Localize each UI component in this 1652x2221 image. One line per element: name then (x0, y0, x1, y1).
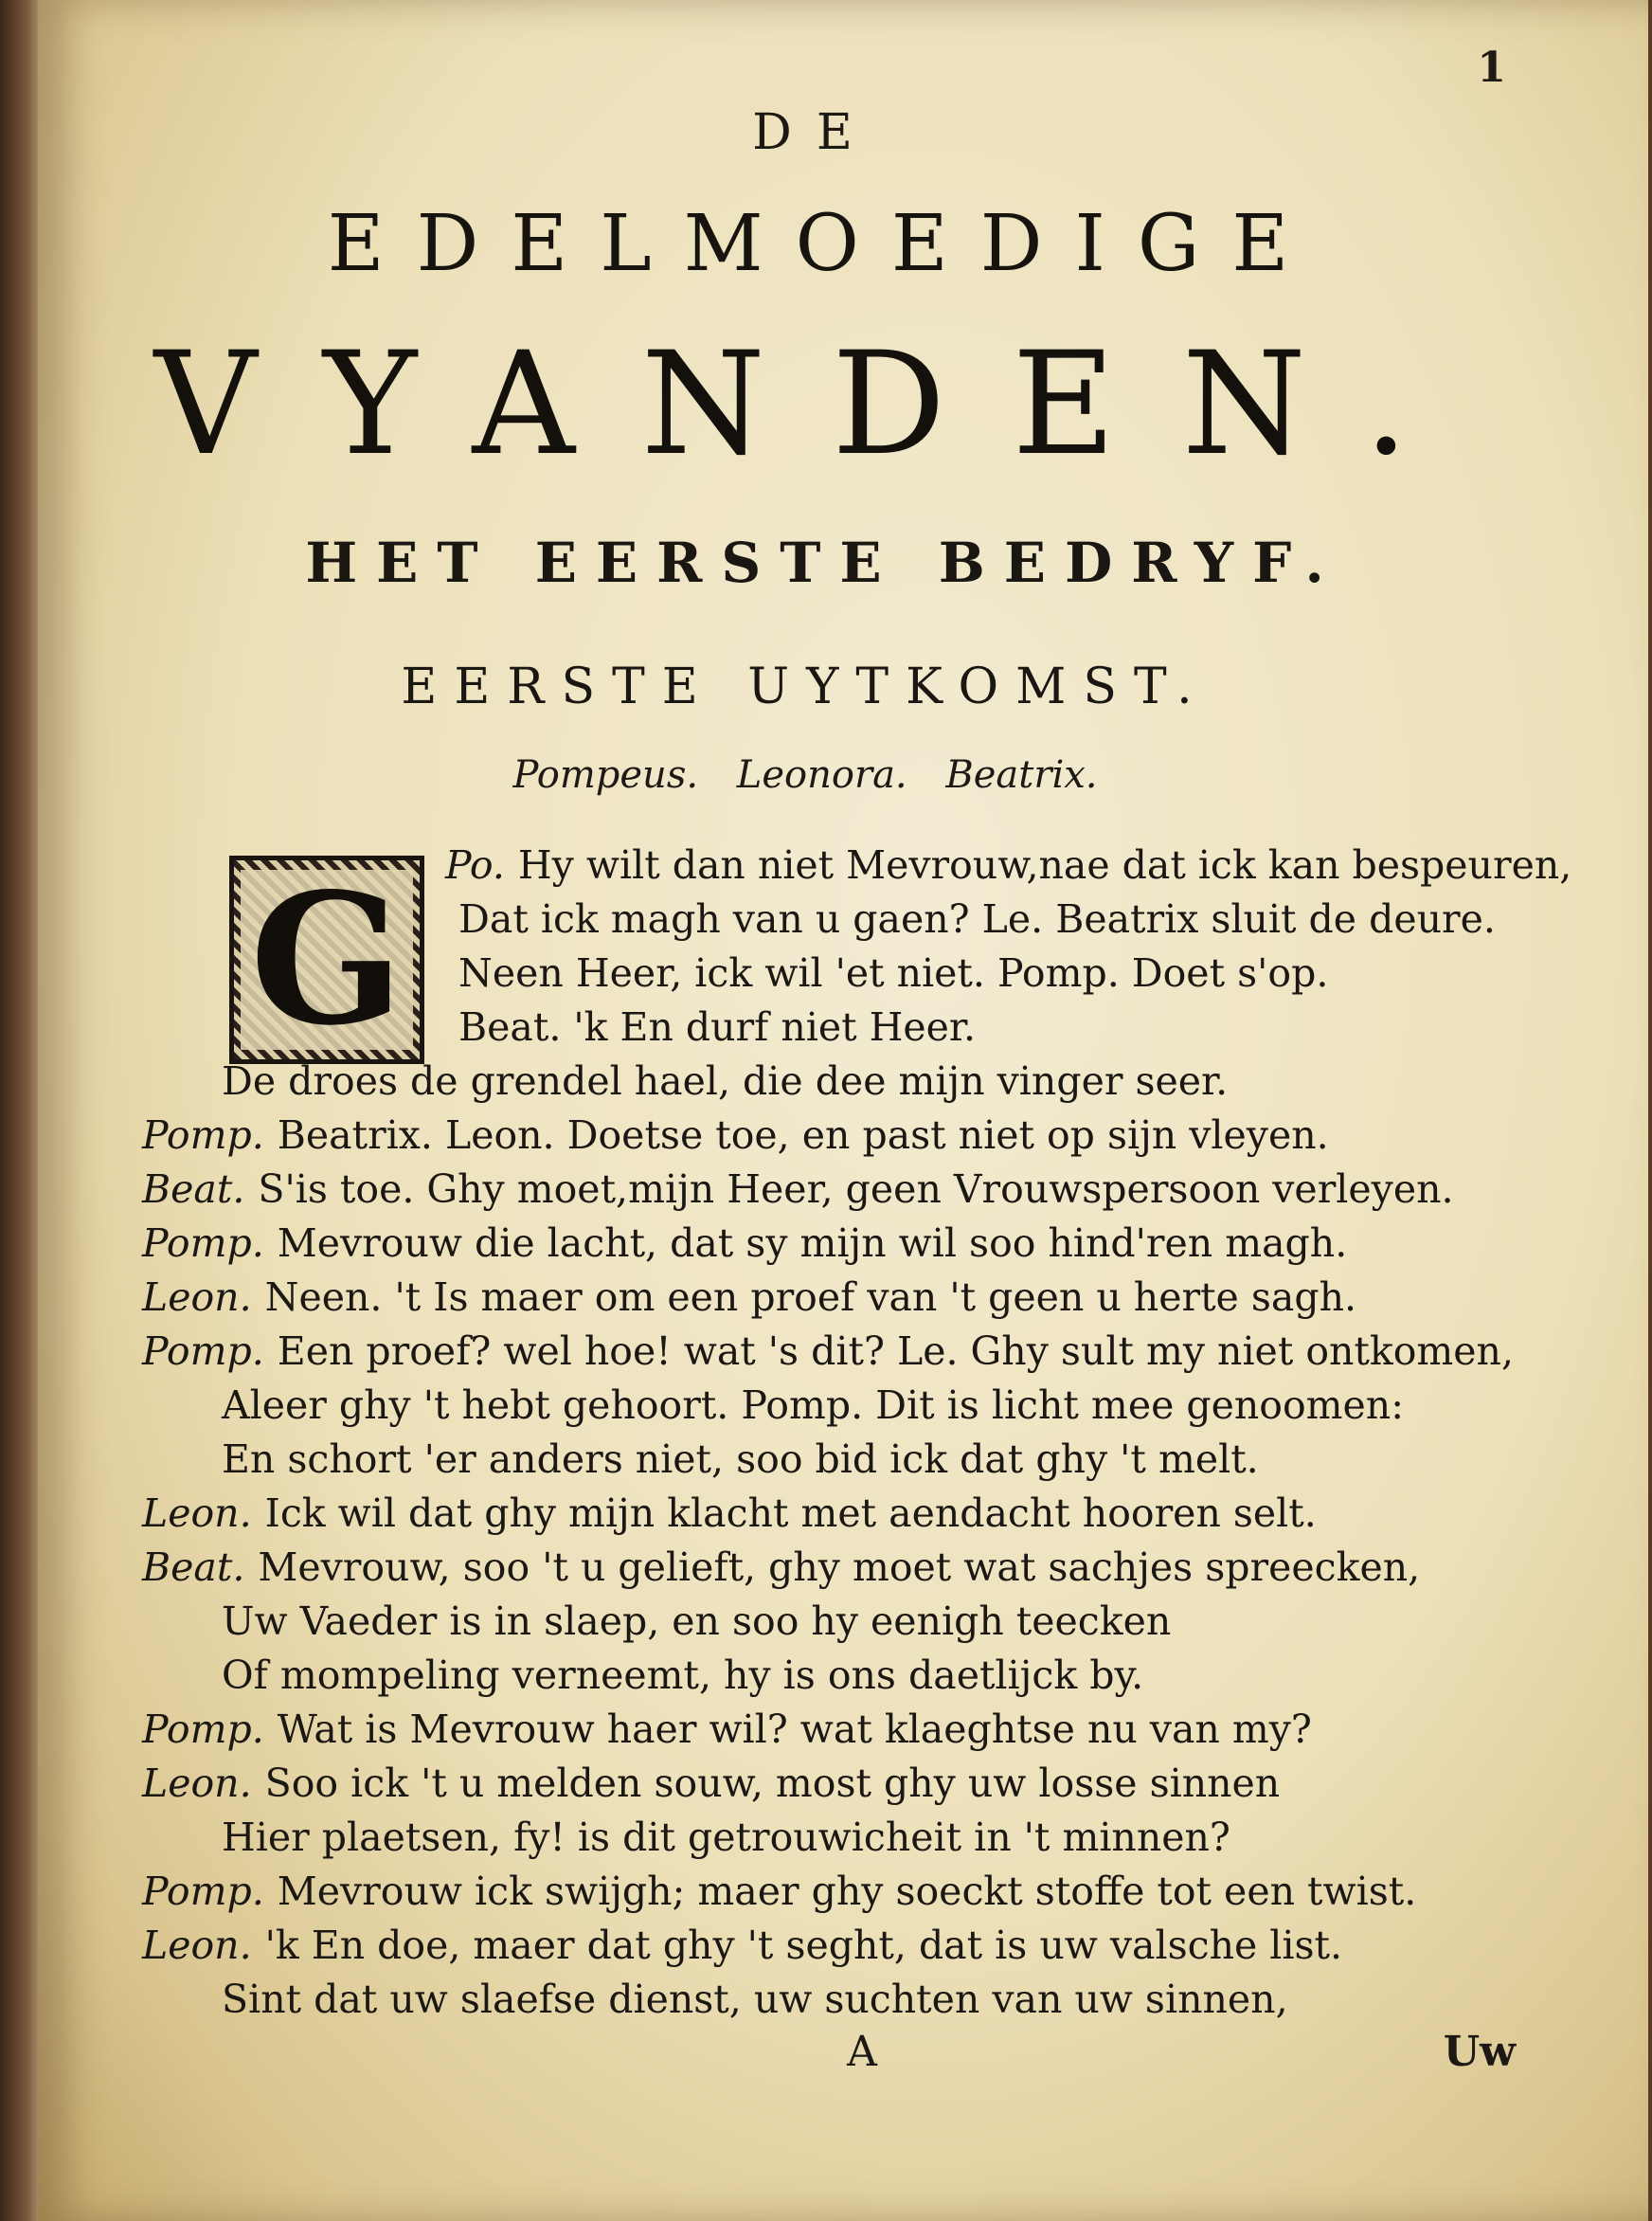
person-name: Leonora. (736, 753, 907, 797)
line-text: Soo ick 't u melden souw, most ghy uw losse sinnen (264, 1761, 1281, 1806)
speaker-label: Leon. (142, 1923, 252, 1968)
signature-mark: A (847, 2028, 877, 2076)
line-text: Mevrouw ick swijgh; maer ghy soeckt stoffe tot een twist. (277, 1869, 1417, 1914)
verse-line (142, 1487, 1525, 1541)
line-text: Mevrouw die lacht, dat sy mijn wil soo hind'ren magh. (277, 1220, 1348, 1266)
dramatis-personae (38, 753, 1572, 797)
verse-line (142, 839, 1572, 893)
speaker-label: Leon. (142, 1490, 252, 1536)
page-number: 1 (1477, 44, 1506, 92)
verse-line (142, 893, 1525, 947)
line-text: Een proef? wel hoe! wat 's dit? Le. Ghy sult my niet ontkomen, (277, 1328, 1514, 1374)
line-text: Ick wil dat ghy mijn klacht met aendacht hooren selt. (264, 1490, 1317, 1536)
book-page (38, 0, 1648, 2221)
line-text: Uw Vaeder is in slaep, en soo hy eenigh teecken (222, 1598, 1172, 1644)
line-text: S'is toe. Ghy moet,mijn Heer, geen Vrouwspersoon verleyen. (258, 1166, 1454, 1212)
verse-line (142, 1541, 1525, 1595)
line-text: Beat. 'k En durf niet Heer. (458, 1004, 977, 1050)
speaker-label: Pomp. (142, 1220, 264, 1266)
verse-line (142, 1055, 1525, 1109)
line-text: Sint dat uw slaefse dienst, uw suchten van uw sinnen, (222, 1977, 1288, 2022)
act-heading: HET EERSTE BEDRYF. (305, 531, 1343, 595)
verse-line (142, 1109, 1525, 1163)
verse-line (142, 1001, 1525, 1055)
verse-line (142, 1703, 1525, 1757)
speaker-label: Leon. (142, 1761, 252, 1806)
line-text: En schort 'er anders niet, soo bid ick dat ghy 't melt. (222, 1436, 1259, 1482)
line-text: Aleer ghy 't hebt gehoort. Pomp. Dit is licht mee genoomen: (222, 1382, 1405, 1428)
verse-text (142, 839, 1572, 2027)
line-text: Neen Heer, ick wil 'et niet. Pomp. Doet s'op. (458, 950, 1329, 996)
verse-line (142, 1163, 1525, 1217)
line-text: 'k En doe, maer dat ghy 't seght, dat is uw valsche list. (264, 1923, 1343, 1968)
line-text: Hy wilt dan niet Mevrouw,nae dat ick kan bespeuren, (517, 842, 1572, 888)
speaker-label: Pomp. (142, 1112, 264, 1158)
line-text: Hier plaetsen, fy! is dit getrouwicheit in 't minnen? (222, 1815, 1230, 1860)
verse-line (142, 1973, 1525, 2027)
title-line-2: EDELMOEDIGE (327, 199, 1321, 289)
speaker-label: Po. (445, 842, 505, 888)
line-text: Mevrouw, soo 't u gelieft, ghy moet wat sachjes spreecken, (258, 1544, 1421, 1590)
speaker-label: Pomp. (142, 1869, 264, 1914)
verse-line (142, 1433, 1525, 1487)
verse-line (142, 947, 1525, 1001)
verse-line (142, 1649, 1525, 1703)
speaker-label: Pomp. (142, 1328, 264, 1374)
verse-line (142, 1757, 1525, 1811)
catchword: Uw (1443, 2028, 1516, 2076)
line-text: Of mompeling verneemt, hy is ons daetlijck by. (222, 1652, 1144, 1698)
line-text: Beatrix. Leon. Doetse toe, en past niet op sijn vleyen. (277, 1112, 1329, 1158)
speaker-label: Beat. (142, 1166, 245, 1212)
person-name: Beatrix. (945, 753, 1098, 797)
verse-line (142, 1325, 1525, 1379)
verse-line (142, 1379, 1525, 1433)
line-text: Dat ick magh van u gaen? Le. Beatrix sluit de deure. (458, 896, 1496, 942)
initial-letter: G (241, 870, 413, 1050)
line-text: Wat is Mevrouw haer wil? wat klaeghtse nu van my? (277, 1706, 1312, 1752)
verse-line (142, 1919, 1525, 1973)
verse-line (142, 1865, 1525, 1919)
line-text: Neen. 't Is maer om een proef van 't geen u herte sagh. (264, 1274, 1357, 1320)
verse-line (142, 1595, 1525, 1649)
speaker-label: Beat. (142, 1544, 245, 1590)
person-name: Pompeus. (512, 753, 699, 797)
scene-heading: EERSTE UYTKOMST. (401, 659, 1210, 715)
verse-line (142, 1811, 1525, 1865)
verse-line (142, 1271, 1525, 1325)
title-line-3: VYANDEN. (153, 322, 1476, 487)
speaker-label: Leon. (142, 1274, 252, 1320)
speaker-label: Pomp. (142, 1706, 264, 1752)
verse-line (142, 1217, 1525, 1271)
line-text: De droes de grendel hael, die dee mijn vinger seer. (222, 1058, 1229, 1104)
title-line-1: DE (752, 104, 877, 161)
